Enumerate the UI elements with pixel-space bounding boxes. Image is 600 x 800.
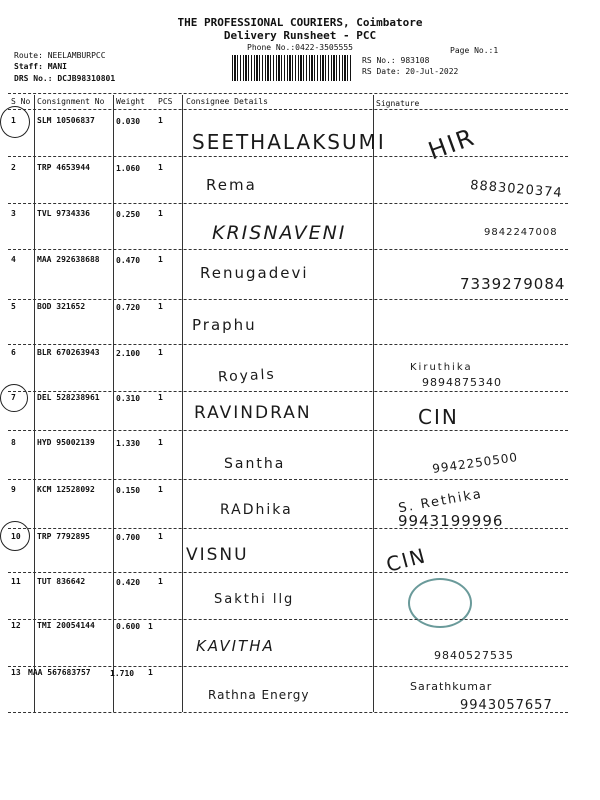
row-rule	[8, 619, 568, 620]
row-sno: 3	[11, 209, 16, 218]
row-pcs: 1	[158, 255, 163, 264]
row-sno: 9	[11, 485, 16, 494]
row-consignee: Renugadevi	[200, 264, 309, 282]
row-sno: 12	[11, 621, 21, 630]
row-signature: CIN	[418, 405, 459, 429]
row-signature: HIR	[424, 122, 480, 166]
row-phone: 9894875340	[422, 376, 502, 389]
row-sno: 11	[11, 577, 21, 586]
row-rule	[8, 430, 568, 431]
header-bottom-rule	[8, 109, 568, 110]
row-sno: 13	[11, 668, 21, 677]
row-consignment: TVL 9734336	[37, 209, 90, 218]
col-header-signature: Signature	[376, 99, 420, 108]
row-consignee: KAVITHA	[196, 637, 275, 655]
row-weight: 0.600	[116, 622, 141, 631]
row-weight: 0.470	[116, 256, 141, 265]
row-sno: 5	[11, 302, 16, 311]
row-weight: 0.030	[116, 117, 141, 126]
route: Route: NEELAMBURPCC	[14, 51, 106, 60]
row-rule	[8, 391, 568, 392]
row-rule	[8, 249, 568, 250]
row-pcs: 1	[158, 577, 163, 586]
row-consignment: TMI 20054144	[37, 621, 95, 630]
row-consignee: RADhika	[220, 502, 293, 518]
row-consignee: VISNU	[186, 545, 249, 565]
row-phone: 9840527535	[434, 649, 514, 662]
row-consignee: KRISNAVENI	[212, 222, 347, 244]
row-consignee: Sakthi llg	[214, 592, 295, 607]
row-pcs: 1	[158, 163, 163, 172]
col-header-weight: Weight	[116, 97, 145, 106]
row-phone: 7339279084	[460, 275, 566, 293]
row-consignee: Royals	[217, 366, 277, 386]
row-weight: 0.720	[116, 303, 141, 312]
row-weight: 0.310	[116, 394, 141, 403]
circle-mark	[0, 521, 30, 551]
row-rule	[8, 479, 568, 480]
row-rule	[8, 666, 568, 667]
row-pcs: 1	[158, 393, 163, 402]
row-consignment: TUT 836642	[37, 577, 86, 586]
row-phone: 9942250500	[431, 450, 519, 476]
row-consignment: SLM 10506837	[37, 116, 95, 125]
phone-number: Phone No.:0422-3505555	[247, 43, 353, 52]
staff: Staff: MANI	[14, 62, 67, 71]
row-weight: 1.060	[116, 164, 141, 173]
stamp-mark	[408, 578, 472, 628]
row-weight: 0.150	[116, 486, 141, 495]
drs-number: DRS No.: DCJB98310801	[14, 74, 116, 83]
row-signature: CIN	[383, 543, 430, 577]
table-bottom-rule	[8, 712, 568, 713]
col-header-sno: S No	[11, 97, 31, 106]
row-signature: S. Rethika	[397, 486, 484, 517]
barcode	[232, 55, 352, 81]
row-phone: 9842247008	[484, 227, 558, 238]
row-sno: 4	[11, 255, 16, 264]
row-consignee: SEETHALAKSUMI	[192, 130, 386, 154]
row-consignment: DEL 528238961	[37, 393, 100, 402]
row-phone: 9943057657	[460, 698, 553, 713]
col-header-pcs: PCS	[158, 97, 173, 106]
row-weight: 0.250	[116, 210, 141, 219]
row-rule	[8, 572, 568, 573]
row-consignment: HYD 95002139	[37, 438, 95, 447]
row-consignee: Rathna Energy	[208, 688, 310, 702]
row-pcs: 1	[158, 348, 163, 357]
row-consignment: BLR 670263943	[37, 348, 100, 357]
row-pcs: 1	[148, 622, 153, 631]
row-weight: 0.420	[116, 578, 141, 587]
row-pcs: 1	[148, 668, 153, 677]
row-consignee: RAVINDRAN	[194, 403, 312, 423]
page-number: Page No.:1	[450, 46, 499, 55]
row-sno: 1	[11, 116, 16, 125]
row-phone: 8883020374	[469, 177, 564, 202]
circle-mark	[0, 384, 28, 412]
row-rule	[8, 156, 568, 157]
row-sno: 7	[11, 393, 16, 402]
row-sno: 10	[11, 532, 21, 541]
row-phone: 9943199996	[398, 512, 504, 530]
row-pcs: 1	[158, 532, 163, 541]
row-pcs: 1	[158, 438, 163, 447]
rs-number: RS No.: 983108	[362, 56, 430, 65]
row-pcs: 1	[158, 485, 163, 494]
row-consignee: Santha	[224, 456, 286, 472]
row-consignment: KCM 12528092	[37, 485, 95, 494]
row-weight: 0.700	[116, 533, 141, 542]
row-rule	[8, 528, 568, 529]
rs-date: RS Date: 20-Jul-2022	[362, 67, 459, 76]
row-weight: 1.710	[110, 669, 135, 678]
circle-mark	[0, 106, 30, 138]
row-weight: 1.330	[116, 439, 141, 448]
row-rule	[8, 203, 568, 204]
row-consignment: TRP 7792895	[37, 532, 90, 541]
row-consignment: MAA 567683757	[28, 668, 91, 677]
row-sno: 2	[11, 163, 16, 172]
row-signature: Sarathkumar	[410, 680, 493, 693]
row-pcs: 1	[158, 116, 163, 125]
row-consignment: MAA 292638688	[37, 255, 100, 264]
table-top-rule	[8, 93, 568, 94]
row-consignee: Praphu	[192, 316, 257, 334]
row-consignment: TRP 4653944	[37, 163, 90, 172]
row-signature: Kiruthika	[410, 362, 473, 373]
col-header-consignment: Consignment No	[37, 97, 105, 106]
document-title: Delivery Runsheet - PCC	[223, 29, 377, 42]
row-rule	[8, 299, 568, 300]
row-pcs: 1	[158, 209, 163, 218]
row-sno: 6	[11, 348, 16, 357]
row-sno: 8	[11, 438, 16, 447]
row-consignee: Rema	[206, 176, 257, 194]
col-header-consignee: Consignee Details	[186, 97, 268, 106]
row-rule	[8, 344, 568, 345]
row-pcs: 1	[158, 302, 163, 311]
row-weight: 2.100	[116, 349, 141, 358]
row-consignment: BOD 321652	[37, 302, 86, 311]
company-title: THE PROFESSIONAL COURIERS, Coimbatore	[177, 16, 423, 29]
